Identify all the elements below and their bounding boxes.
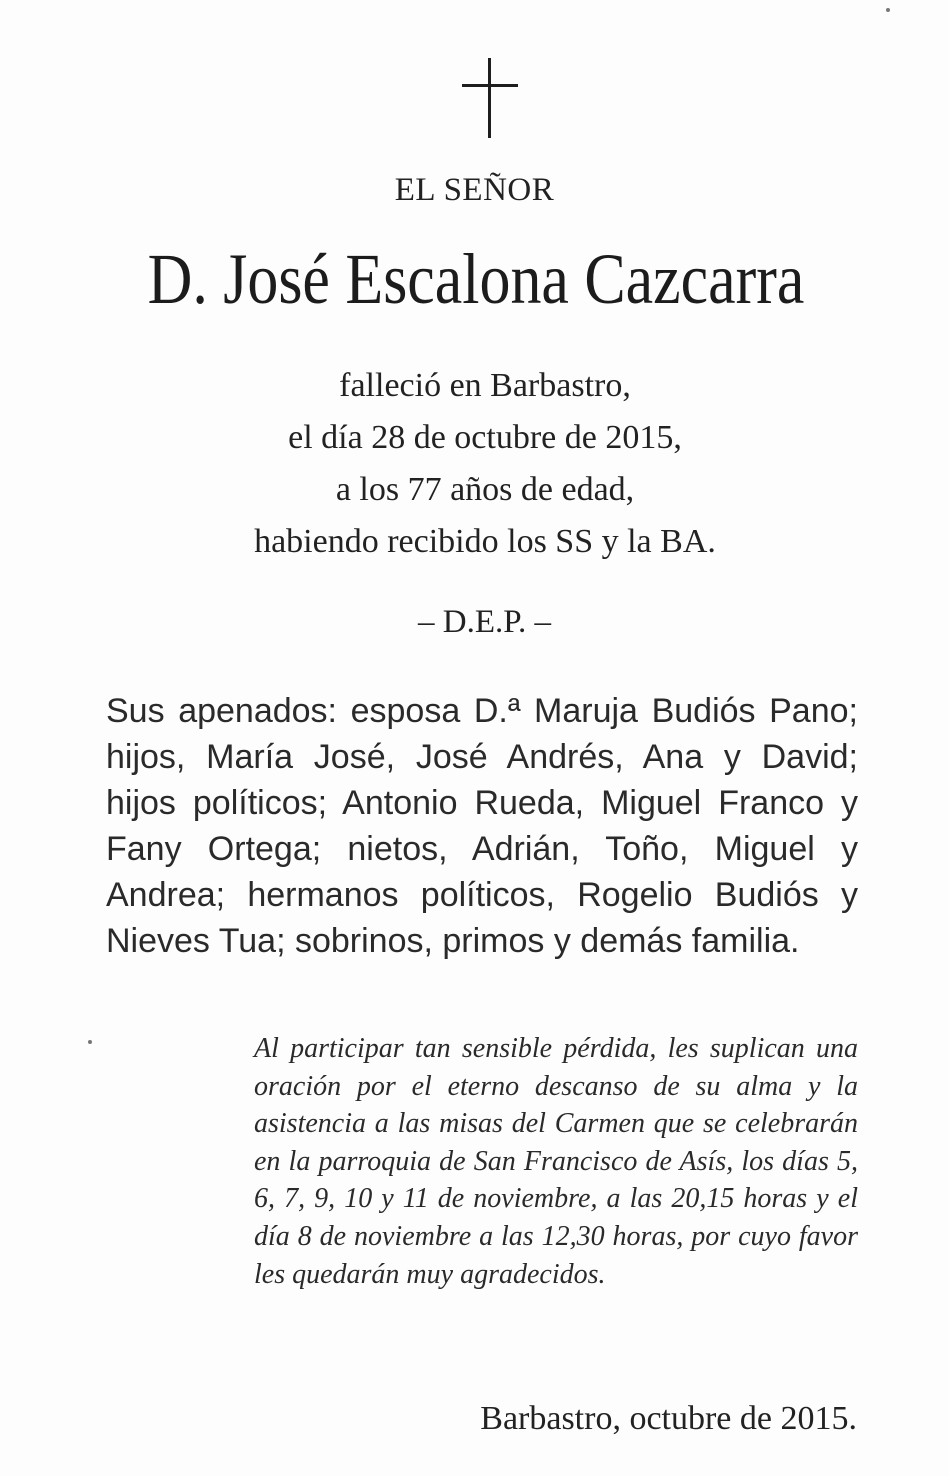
death-line: a los 77 años de edad, <box>335 471 635 508</box>
mass-request-paragraph: Al participar tan sensible pérdida, les suplican una oración por el eterno descanso de su alma y la asistencia a las misas del Carmen que se celebrarán en la parroquia de San Francisco de Asís, los días 5, 6, 7, 9, 10 y 11 de noviembre, a las 20,15 horas y el día 8 de noviembre a las 12,30 horas, por cuyo favor les quedarán muy agradecidos. <box>254 1033 858 1290</box>
death-details <box>0 360 949 568</box>
dep-line: – D.E.P. – <box>418 604 551 640</box>
deceased-name: D. José Escalona Cazcarra <box>147 239 805 319</box>
death-line: habiendo recibido los SS y la BA. <box>254 523 716 560</box>
death-line: falleció en Barbastro, <box>339 367 631 404</box>
scan-speck <box>886 8 890 12</box>
heading: EL SEÑOR <box>394 172 555 208</box>
latin-cross-icon <box>462 58 518 138</box>
place-date-signoff: Barbastro, octubre de 2015. <box>480 1400 857 1437</box>
death-line: el día 28 de octubre de 2015, <box>288 419 682 456</box>
mourners-paragraph: Sus apenados: esposa D.ª Maruja Budiós Pano; hijos, María José, José Andrés, Ana y David; hijos políticos; Antonio Rueda, Miguel Franco y Fany Ortega; nietos, Adrián, Toño, Miguel y Andrea; hermanos políticos, Rogelio Budiós y Nieves Tua; sobrinos, primos y demás familia. <box>106 692 858 960</box>
scan-speck <box>88 1040 92 1044</box>
